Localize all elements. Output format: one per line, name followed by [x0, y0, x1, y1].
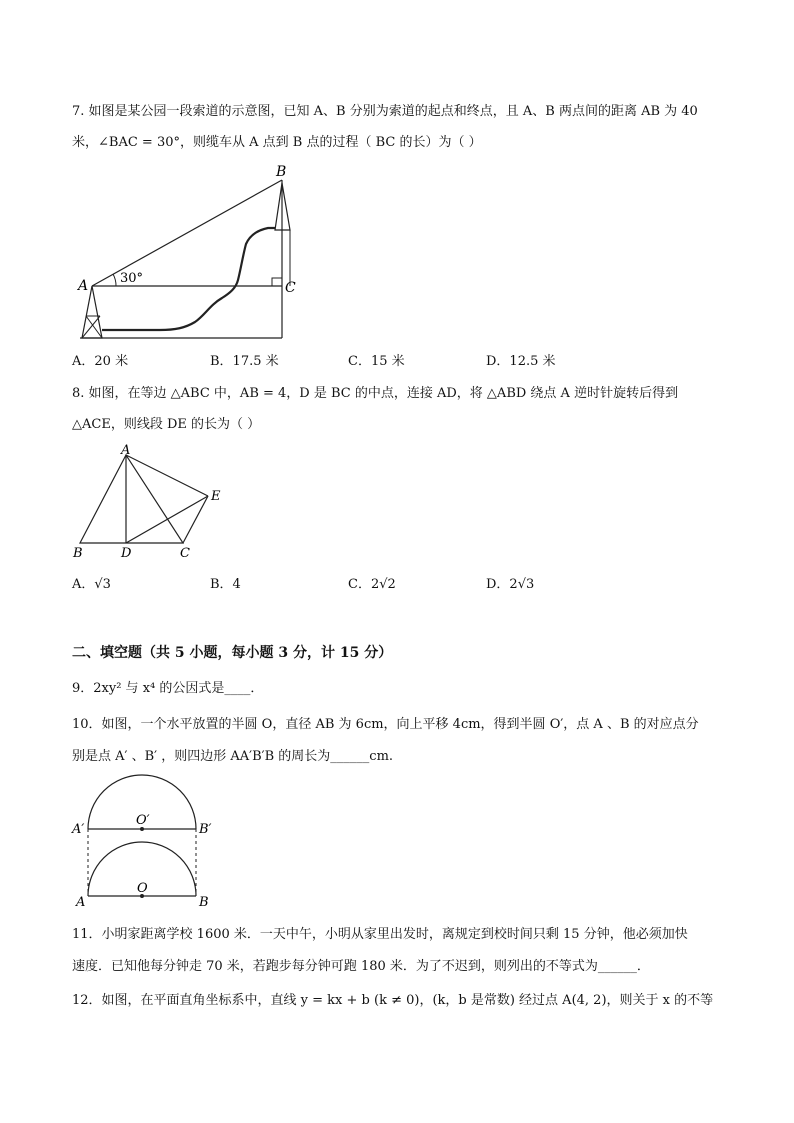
q8-label-b: B [73, 546, 83, 561]
q8-choice-c[interactable]: C．2√2 [348, 577, 396, 592]
q11-text-line1: 11．小明家距离学校 1600 米．一天中午，小明从家里出发时，离规定到校时间只剩 15 分钟，他必须加快 [72, 927, 688, 942]
q7-cable-car-figure [70, 160, 310, 345]
q8-label-c: C [180, 546, 190, 561]
q7-choice-d[interactable]: D．12.5 米 [486, 354, 556, 369]
q8-triangle-abc [80, 455, 183, 543]
q7-text-line1: 7. 如图是某公园一段索道的示意图，已知 A、B 分别为索道的起点和终点，且 A、B 两点间的距离 AB 为 40 [72, 104, 698, 119]
q8-triangle-figure [68, 440, 228, 565]
q8-label-a: A [121, 443, 131, 458]
q10-label-a2: A′ [72, 822, 85, 837]
q10-label-b2: B′ [199, 822, 212, 837]
q8-choice-b[interactable]: B．4 [210, 577, 241, 592]
q8-text-line1: 8. 如图，在等边 △ABC 中，AB = 4，D 是 BC 的中点，连接 AD，将 △ABD 绕点 A 逆时针旋转后得到 [72, 386, 679, 401]
q8-choice-a[interactable]: A．√3 [72, 577, 111, 592]
q10-semicircle-figure [68, 770, 228, 910]
q10-label-a: A [76, 895, 86, 910]
q10-text-line1: 10．如图，一个水平放置的半圆 O，直径 AB 为 6cm，向上平移 4cm，得到半圆 O′，点 A 、B 的对应点分 [72, 717, 699, 732]
q11-text-line2: 速度．已知他每分钟走 70 米，若跑步每分钟可跑 180 米．为了不迟到，则列出的不等式为______． [72, 959, 650, 974]
q10-text-line2: 别是点 A′ 、B′ ，则四边形 AA′B′B 的周长为______cm. [72, 749, 394, 764]
q9-text-line1: 9．2xy² 与 x⁴ 的公因式是____． [72, 681, 264, 696]
q12-text-line1: 12．如图，在平面直角坐标系中，直线 y = kx + b (k ≠ 0)，(k，b 是常数) 经过点 A(4, 2)，则关于 x 的不等 [72, 993, 714, 1008]
q8-label-d: D [121, 546, 132, 561]
q10-label-b: B [199, 895, 209, 910]
q7-label-a: A [78, 278, 89, 294]
q7-choice-c[interactable]: C．15 米 [348, 354, 405, 369]
q8-choice-d[interactable]: D．2√3 [486, 577, 535, 592]
q7-choice-b[interactable]: B．17.5 米 [210, 354, 279, 369]
q8-text-line2: △ACE，则线段 DE 的长为（ ） [72, 417, 261, 432]
section-2-heading: 二、填空题（共 5 小题，每小题 3 分，计 15 分） [72, 645, 393, 661]
q7-label-c: C [285, 280, 296, 296]
q8-label-e: E [211, 489, 221, 504]
q7-text-line2: 米，∠BAC = 30°，则缆车从 A 点到 B 点的过程（ BC 的长）为（ ） [72, 135, 482, 150]
q7-choice-a[interactable]: A．20 米 [72, 354, 129, 369]
q7-label-b: B [276, 164, 287, 180]
q10-label-o: O [137, 881, 148, 896]
q7-label-angle: 30° [120, 271, 144, 286]
q10-label-o2: O′ [136, 813, 150, 828]
